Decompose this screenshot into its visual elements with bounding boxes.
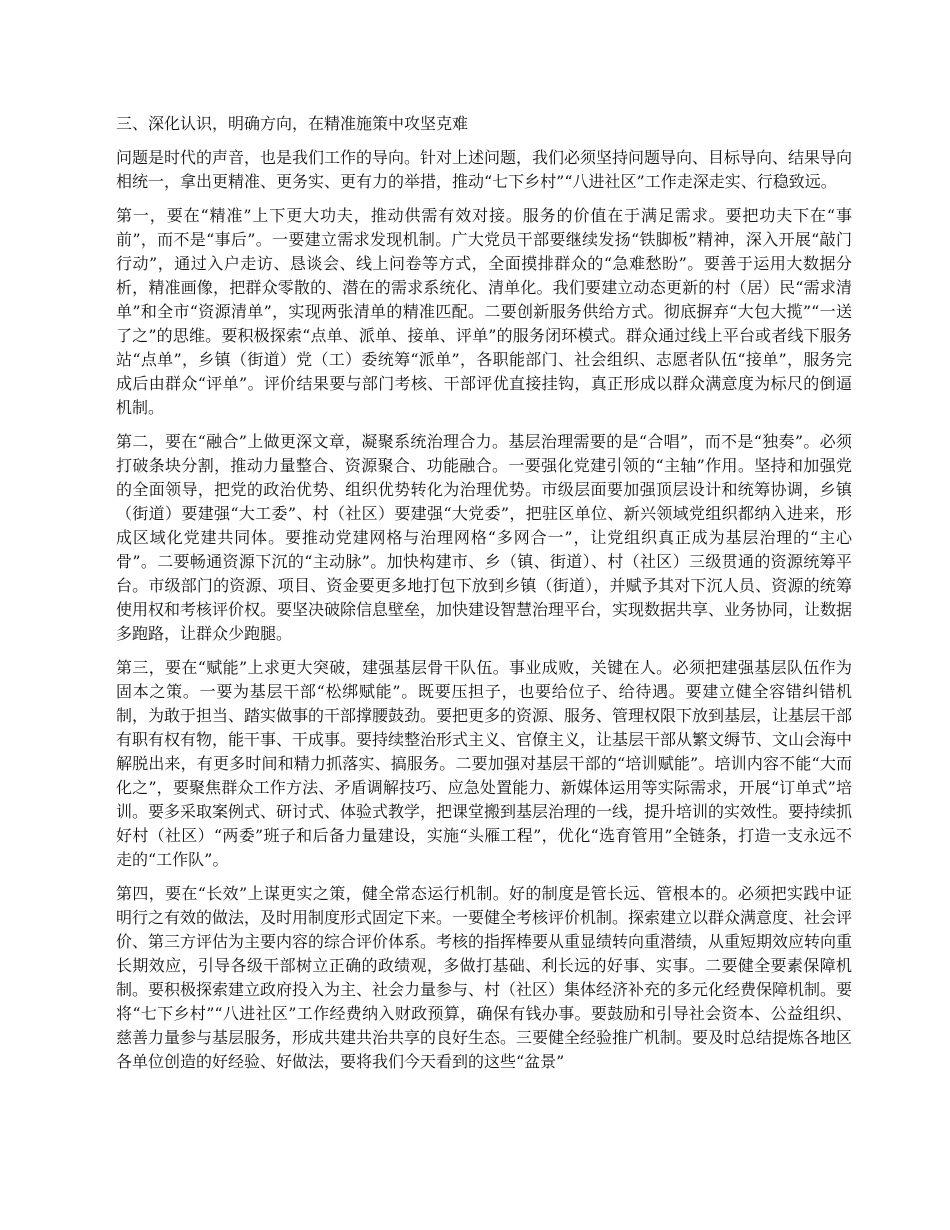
paragraph-intro: 问题是时代的声音，也是我们工作的导向。针对上述问题，我们必须坚持问题导向、目标导向、结果导向相统一，拿出更精准、更务实、更有力的举措，推动“七下乡村”“八进社区”工作走深走实、行稳致远。 bbox=[116, 148, 853, 191]
paragraph-second-integration: 第二，要在“融合”上做更深文章，凝聚系统治理合力。基层治理需要的是“合唱”，而不是“独奏”。必须打破条块分割，推动力量整合、资源聚合、功能融合。一要强化党建引领的“主轴”作用。坚持和加强党的全面领导，把党的政治优势、组织优势转化为治理优势。市级层面要加强顶层设计和统筹协调，乡镇（街道）要建强“大工委”、村（社区）要建强“大党委”，把驻区单位、新兴领域党组织都纳入进来，形成区域化党建共同体。要推动党建网格与治理网格“多网合一”，让党组织真正成为基层治理的“主心骨”。二要畅通资源下沉的“主动脉”。加快构建市、乡（镇、街道）、村（社区）三级贯通的资源统筹平台。市级部门的资源、项目、资金要更多地打包下放到乡镇（街道），并赋予其对下沉人员、资源的统筹使用权和考核评价权。要坚决破除信息壁垒，加快建设智慧治理平台，实现数据共享、业务协同，让数据多跑路，让群众少跑腿。 bbox=[116, 432, 853, 643]
paragraph-first-precision: 第一，要在“精准”上下更大功夫，推动供需有效对接。服务的价值在于满足需求。要把功夫下在“事前”，而不是“事后”。一要建立需求发现机制。广大党员干部要继续发扬“铁脚板”精神，深入开展“敲门行动”，通过入户走访、恳谈会、线上问卷等方式，全面摸排群众的“急难愁盼”。要善于运用大数据分析，精准画像，把群众零散的、潜在的需求系统化、清单化。我们要建立动态更新的村（居）民“需求清单”和全市“资源清单”，实现两张清单的精准匹配。二要创新服务供给方式。彻底摒弃“大包大揽”“一送了之”的思维。要积极探索“点单、派单、接单、评单”的服务闭环模式。群众通过线上平台或者线下服务站“点单”，乡镇（街道）党（工）委统筹“派单”，各职能部门、社会组织、志愿者队伍“接单”，服务完成后由群众“评单”。评价结果要与部门考核、干部评优直接挂钩，真正形成以群众满意度为标尺的倒逼机制。 bbox=[116, 206, 852, 417]
section-heading: 三、深化认识，明确方向，在精准施策中攻坚克难 bbox=[116, 114, 469, 133]
paragraph-third-empowerment: 第三，要在“赋能”上求更大突破，建强基层骨干队伍。事业成败，关键在人。必须把建强基层队伍作为固本之策。一要为基层干部“松绑赋能”。既要压担子，也要给位子、给待遇。要建立健全容错纠错机制，为敢于担当、踏实做事的干部撑腰鼓劲。要把更多的资源、服务、管理权限下放到基层，让基层干部有职有权有物，能干事、干成事。要持续整治形式主义、官僚主义，让基层干部从繁文缛节、文山会海中解脱出来，有更多时间和精力抓落实、搞服务。二要加强对基层干部的“培训赋能”。培训内容不能“大而化之”，要聚焦群众工作方法、矛盾调解技巧、应急处置能力、新媒体运用等实际需求，开展“订单式”培训。要多采取案例式、研讨式、体验式教学，把课堂搬到基层治理的一线，提升培训的实效性。要持续抓好村（社区）“两委”班子和后备力量建设，实施“头雁工程”，优化“选育管用”全链条，打造一支永远不走的“工作队”。 bbox=[116, 658, 853, 869]
paragraph-fourth-long-term: 第四，要在“长效”上谋更实之策，健全常态运行机制。好的制度是管长远、管根本的。必须把实践中证明行之有效的做法，及时用制度形式固定下来。一要健全考核评价机制。探索建立以群众满意度、社会评价、第三方评估为主要内容的综合评价体系。考核的指挥棒要从重显绩转向重潜绩，从重短期效应转向重长期效应，引导各级干部树立正确的政绩观，多做打基础、利长远的好事、实事。二要健全要素保障机制。要积极探索建立政府投入为主、社会力量参与、村（社区）集体经济补充的多元化经费保障机制。要将“七下乡村”“八进社区”工作经费纳入财政预算，确保有钱办事。要鼓励和引导社会资本、公益组织、慈善力量参与基层服务，形成共建共治共享的良好生态。三要健全经验推广机制。要及时总结提炼各地区各单位创造的好经验、好做法，要将我们今天看到的这些“盆景” bbox=[116, 884, 853, 1071]
document-body bbox=[116, 112, 852, 1084]
